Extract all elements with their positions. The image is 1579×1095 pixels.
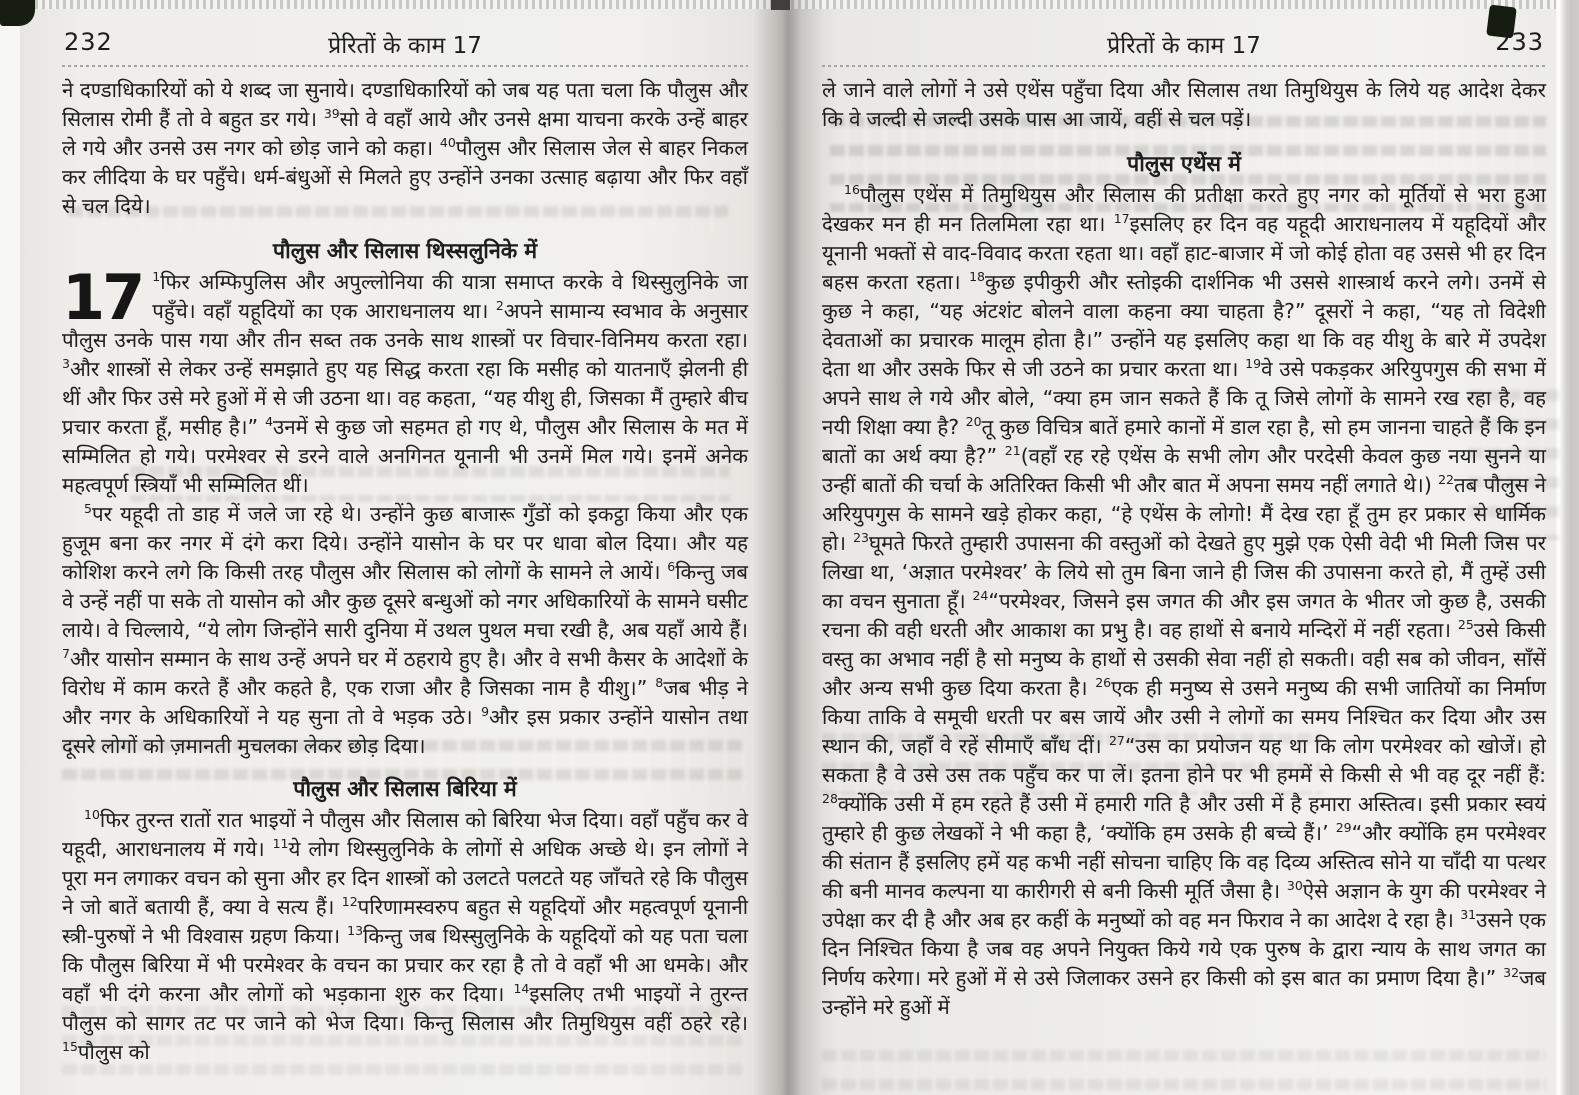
verse-number: 24: [972, 588, 989, 603]
verse-number: 11: [272, 836, 289, 851]
verse-number: 14: [513, 981, 530, 996]
verse-number: 21: [1004, 443, 1021, 458]
verse-number: 3: [62, 356, 70, 371]
verse-number: 13: [347, 923, 364, 938]
right-page-text: [822, 76, 1546, 1022]
header-rule: [822, 65, 1546, 67]
section-heading: पौलुस और सिलास बिरिया में: [293, 777, 517, 802]
paragraph: $^5$पर यहूदी तो डाह में जले जा रहे थे। उन्होंने कुछ बाजारू गुँडों को इकट्ठा किया और एक हुजूम बना कर नगर में दंगे करा दिये। उन्होंने यासोन के घर पर धावा बोल दिया। और यह कोशिश करने लगे कि किसी तरह पौलुस और सिलास को लोगों के सामने ले आयें। $^6$किन्तु जब वे उन्हें नहीं पा सके तो यासोन को और कुछ दूसरे बन्धुओं को नगर अधिकारियों के सामने घसीट लाये। वे चिल्लाये, “ये लोग जिन्होंने सारी दुनिया में उथल पुथल मचा रखी है, अब यहाँ आये हैं। $^7$और यासोन सम्मान के साथ उन्हें अपने घर में ठहराये हुए है। और वे सभी कैसर के आदेशों के विरोध में काम करते हैं और कहते है, एक राजा और है जिसका नाम है यीशु।” $^8$जब भीड़ ने और नगर के अधिकारियों ने यह सुना तो वे भड़क उठे। $^9$और इस प्रकार उन्होंने यासोन तथा दूसरे लोगों को ज़मानती मुचलका लेकर छोड़ दिया।: [62, 501, 748, 758]
gutter-top-mark: [771, 0, 790, 10]
verse-number: 39: [323, 106, 340, 121]
verse-number: 15: [62, 1039, 78, 1054]
chapter-paragraph: 17 $^1$फिर अम्फिपुलिस और अपुल्लोनिया की यात्रा समाप्त करके वे थिस्सुलुनिके जा पहुँचे। वहाँ यहूदियों का एक आराधनालय था। $^2$अपने सामान्य स्वभाव के अनुसार पौलुस उनके पास गया और तीन सब्त तक उनके साथ शास्त्रों पर विचार-विनिमय करता रहा। $^3$और शास्त्रों से लेकर उन्हें समझाते हुए यह सिद्ध करता रहा कि मसीह को यातनाएँ झेलनी ही थीं और फिर उसे मरे हुओं में से जी उठना था। वह कहता, “यह यीशु ही, जिसका मैं तुम्हारे बीच प्रचार करता हूँ, मसीह है।” $^4$उनमें से कुछ जो सहमत हो गए थे, पौलुस और सिलास के मत में सम्मिलित हो गये। परमेश्वर से डरने वाले अनगिनत यूनानी भी उनमें मिल गये। इनमें अनेक महत्वपूर्ण स्त्रियाँ भी सम्मिलित थीं।: [62, 261, 749, 497]
verse-number: 23: [853, 530, 869, 545]
verse-number: 7: [62, 646, 70, 661]
page-number-right: 233: [1495, 28, 1544, 56]
paragraph: ले जाने वाले लोगों ने उसे एथेंस पहुँचा दिया और सिलास तथा तिमुथियुस के लिये यह आदेश देकर कि वे जल्दी से जल्दी उसके पास आ जायें, वहीं से चल पड़ें।: [822, 78, 1546, 131]
verse-number: 26: [1095, 675, 1112, 690]
verse-number: 25: [1457, 617, 1474, 632]
verse-number: 27: [1108, 733, 1125, 748]
verse-number: 16: [844, 182, 860, 197]
running-head-left: प्रेरितों के काम 17: [328, 33, 482, 59]
page-gutter-shadow: [752, 0, 822, 1095]
verse-number: 29: [1335, 820, 1352, 835]
header-rule: [62, 65, 748, 67]
paragraph: $^{10}$फिर तुरन्त रातों रात भाइयों ने पौलुस और सिलास को बिरिया भेज दिया। वहाँ पहुँच कर वे यहूदी, आराधनालय में गये। $^{11}$ये लोग थिस्सुलुनिके के लोगों से अधिक अच्छे थे। इन लोगों ने पूरा मन लगाकर वचन को सुना और हर दिन शास्त्रों को उलटते पलटते यह जाँचते रहे कि पौलुस ने जो बातें बतायी हैं, क्या वे सत्य हैं। $^{12}$परिणामस्वरुप बहुत से यहूदियों और महत्वपूर्ण यूनानी स्त्री-पुरुषों ने भी विश्वास ग्रहण किया। $^{13}$किन्तु जब थिस्सुलुनिके के यहूदियों को यह पता चला कि पौलुस बिरिया में भी परमेश्वर के वचन का प्रचार कर रहा है तो वे वहाँ भी आ धमके। और वहाँ भी दंगे करना और लोगों को भड़काना शुरु कर दिया। $^{14}$इसलिए तभी भाइयों ने तुरन्त पौलुस को सागर तट पर जाने को भेज दिया। किन्तु सिलास और तिमुथियुस वहीं ठहरे रहे। $^{15}$पौलुस को: [62, 807, 748, 1064]
running-head-right: प्रेरितों के काम 17: [1107, 33, 1261, 59]
verse-number: 40: [439, 135, 456, 150]
right-page-header: [822, 28, 1546, 64]
verse-number: 10: [84, 807, 100, 822]
verse-number: 12: [341, 894, 358, 909]
page-number-left: 232: [64, 28, 113, 56]
verse-number: 1: [152, 269, 161, 284]
verse-number: 6: [667, 559, 676, 574]
verse-number: 18: [969, 269, 985, 284]
verse-number: 9: [481, 704, 490, 719]
verse-number: 28: [822, 791, 838, 806]
verse-number: 5: [84, 501, 92, 516]
left-page-text: [62, 76, 748, 1067]
page-edge-right: [1556, 0, 1579, 1095]
chapter-number-dropcap: 17: [62, 261, 143, 334]
verse-number: 17: [1113, 211, 1130, 226]
verse-number: 20: [965, 414, 982, 429]
verse-number: 31: [1460, 907, 1477, 922]
verse-number: 2: [495, 298, 504, 313]
verse-number: 19: [1245, 356, 1262, 371]
paragraph: $^{16}$पौलुस एथेंस में तिमुथियुस और सिलास की प्रतीक्षा करते हुए नगर को मूर्तियों से भरा हुआ देखकर मन ही मन तिलमिला रहा था। $^{17}$इसलिए हर दिन वह यहूदी आराधनालय में यहूदियों और यूनानी भक्तों से वाद-विवाद करता रहता था। वहाँ हाट-बाजार में जो कोई होता वह उससे भी हर दिन बहस करता रहता। $^{18}$कुछ इपीकुरी और स्तोइकी दार्शनिक भी उससे शास्त्रार्थ करने लगे। उनमें से कुछ ने कहा, “यह अंटशंट बोलने वाला कहना क्या चाहता है?” दूसरों ने कहा, “यह तो विदेशी देवताओं का प्रचारक मालूम होता है।” उन्होंने यह इसलिए कहा था कि वह यीशु के बारे में उपदेश देता था और उसके फिर से जी उठने का प्रचार करता था। $^{19}$वे उसे पकड़कर अरियुपगुस की सभा में अपने साथ ले गये और बोले, “क्या हम जान सकते हैं कि तू जिसे लोगों के सामने रख रहा है, वह नयी शिक्षा क्या है? $^{20}$तू कुछ विचित्र बातें हमारे कानों में डाल रहा है, सो हम जानना चाहते हैं कि इन बातों का अर्थ क्या है?” $^{21}$(वहाँ रह रहे एथेंस के सभी लोग और परदेसी केवल कुछ नया सुनने या उन्हीं बातों की चर्चा के अतिरिक्त किसी भी और बात में अपना समय नहीं लगाते थे।) $^{22}$तब पौलुस ने अरियुपगुस के सामने खड़े होकर कहा, “हे एथेंस के लोगो! मैं देख रहा हूँ तुम हर प्रकार से धार्मिक हो। $^{23}$घूमते फिरते तुम्हारी उपासना की वस्तुओं को देखते हुए मुझे एक ऐसी वेदी भी मिली जिस पर लिखा था, ‘अज्ञात परमेश्वर’ के लिये सो तुम बिना जाने ही जिस की उपासना करते हो, मैं तुम्हें उसी का वचन सुनाता हूँ। $^{24}$“परमेश्वर, जिसने इस जगत की और इस जगत के भीतर जो कुछ है, उसकी रचना की वही धरती और आकाश का प्रभु है। वह हाथों से बनाये मन्दिरों में नहीं रहता। $^{25}$उसे किसी वस्तु का अभाव नहीं है सो मनुष्य के हाथों से उसकी सेवा नहीं हो सकती। वही सब को जीवन, साँसें और अन्य सभी कुछ दिया करता है। $^{26}$एक ही मनुष्य से उसने मनुष्य की सभी जातियों का निर्माण किया ताकि वे समूची धरती पर बस जायें और उसी ने लोगों का समय निश्चित कर दिया और उस स्थान की, जहाँ वे रहें सीमाएँ बाँध दीं। $^{27}$“उस का प्रयोजन यह था कि लोग परमेश्वर को खोजें। हो सकता है वे उसे उस तक पहुँच कर पा लें। इतना होने पर भी हममें से किसी से भी वह दूर नहीं हैं: $^{28}$क्योंकि उसी में हम रहते हैं उसी में हमारी गति है और उसी में है हमारा अस्तित्व। इसी प्रकार स्वयं तुम्हारे ही कुछ लेखकों ने भी कहा है, ‘क्योंकि हम उसके ही बच्चे हैं।’ $^{29}$“और क्योंकि हम परमेश्वर की संतान हैं इसलिए हमें यह कभी नहीं सोचना चाहिए कि वह दिव्य अस्तित्व सोने या चाँदी या पत्थर की बनी मानव कल्पना या कारीगरी से बनी किसी मूर्ति जैसा है। $^{30}$ऐसे अज्ञान के युग की परमेश्वर ने उपेक्षा कर दी है और अब हर कहीं के मनुष्यों को वह मन फिराव ने का आदेश दे रहा है। $^{31}$उसने एक दिन निश्चित किया है जब वह अपने नियुक्त किये गये एक पुरुष के द्वारा न्याय के साथ जगत का निर्णय करेगा। मरे हुओं में से उसे जिलाकर उसने हर किसी को इस बात का प्रमाण दिया है।” $^{32}$जब उन्होंने मरे हुओं में: [822, 182, 1547, 1019]
verse-number: 30: [1286, 878, 1303, 893]
verse-number: 32: [1503, 965, 1520, 980]
left-page-header: [62, 28, 748, 64]
paragraph: ने दण्डाधिकारियों को ये शब्द जा सुनाये। दण्डाधिकारियों को जब यह पता चला कि पौलुस और सिलास रोमी हैं तो वे बहुत डर गये। $^{39}$सो वे वहाँ आये और उनसे क्षमा याचना करके उन्हें बाहर ले गये और उनसे उस नगर को छोड़ जाने को कहा। $^{40}$पौलुस और सिलास जेल से बाहर निकल कर लीदिया के घर पहुँचे। धर्म-बंधुओं से मिलते हुए उन्होंने उनका उत्साह बढ़ाया और फिर वहाँ से चल दिये।: [62, 78, 749, 218]
section-heading: पौलुस एथेंस में: [1127, 152, 1241, 177]
left-page: [62, 28, 748, 1067]
section-heading: पौलुस और सिलास थिस्सलुनिके में: [272, 239, 538, 264]
right-page: [822, 28, 1546, 1022]
verse-number: 8: [655, 675, 664, 690]
verse-number: 4: [265, 414, 274, 429]
verse-number: 22: [1438, 472, 1454, 487]
